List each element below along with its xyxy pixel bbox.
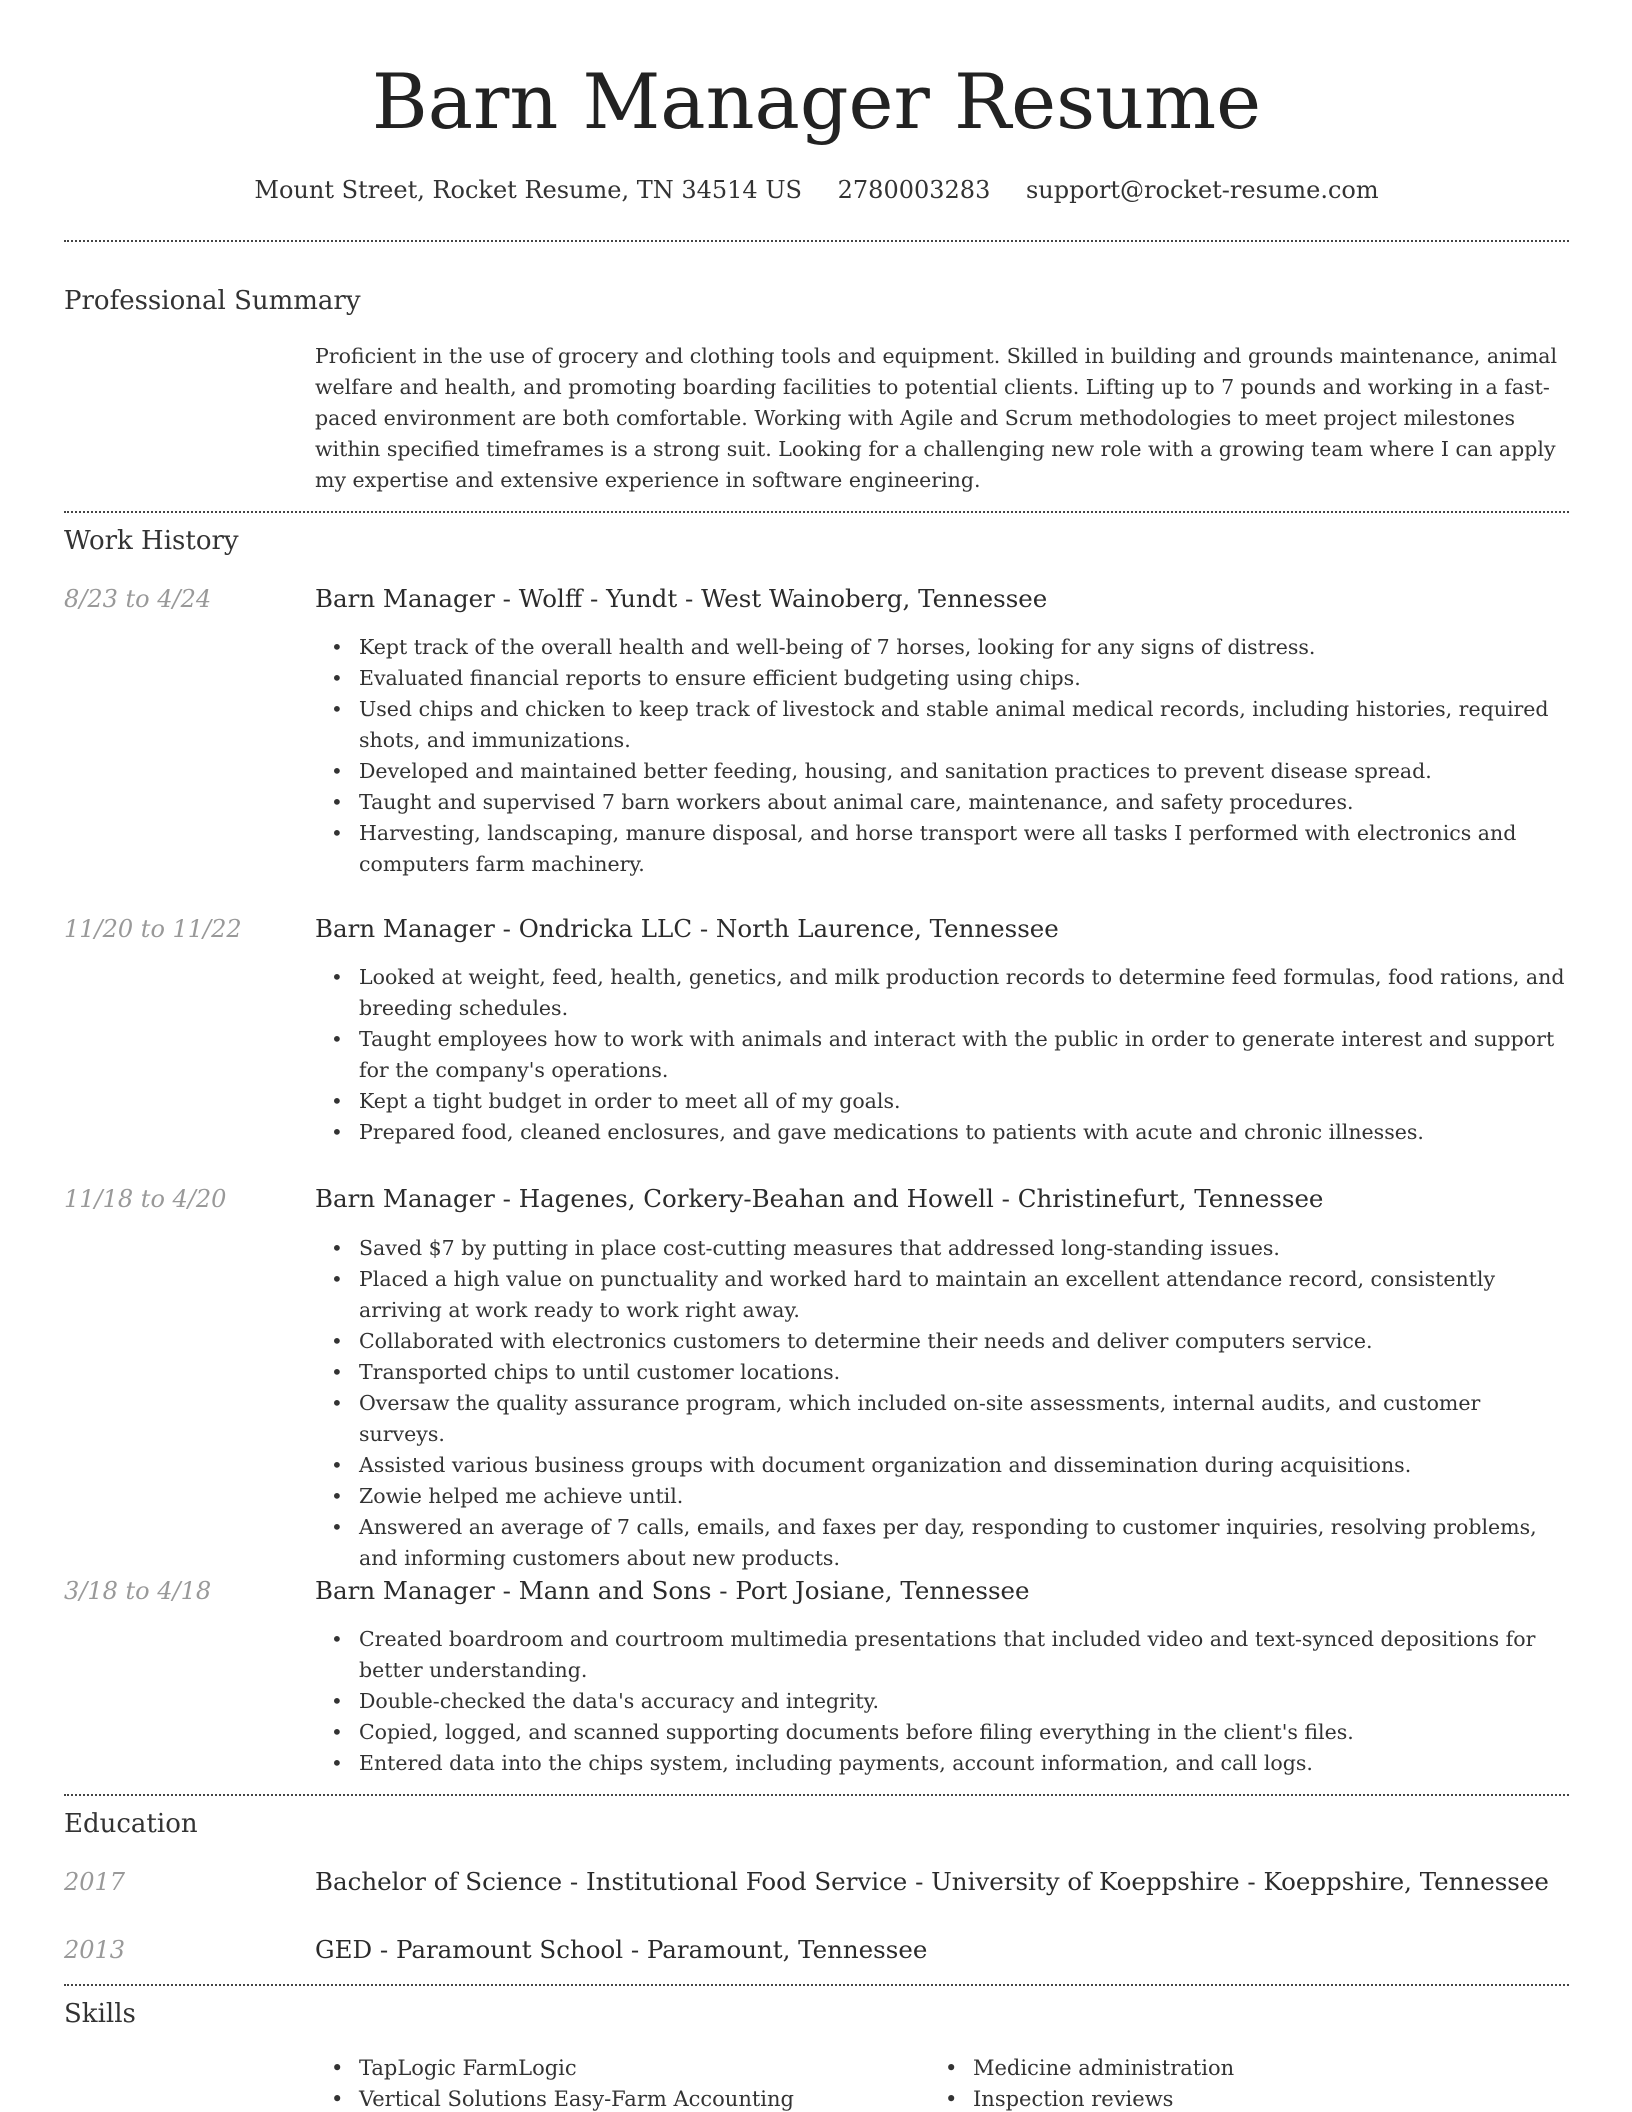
job-bullet: • Evaluated financial reports to ensure efficient budgeting using chips. [315, 663, 1569, 694]
job-date: 11/18 to 4/20 [64, 1185, 227, 1213]
job-bullet: • Transported chips to until customer locations. [315, 1357, 1569, 1388]
education-title: GED - Paramount School - Paramount, Tennessee [315, 1935, 928, 1964]
section-divider [64, 1794, 1569, 1796]
job-bullet: • Taught employees how to work with animals and interact with the public in order to generate interest and support for the company's operations. [315, 1024, 1569, 1086]
skills-list-left [315, 2053, 915, 2112]
contact-phone: 2780003283 [837, 176, 991, 204]
skill-item: • Medicine administration [929, 2053, 1529, 2084]
job-bullet: • Kept a tight budget in order to meet all of my goals. [315, 1086, 1569, 1117]
summary-text: Proficient in the use of grocery and clothing tools and equipment. Skilled in building and grounds maintenance, animal welfare and health, and promoting boarding facilities to potential clients. Lifting up to 7 pounds and working in a fast-paced environment are both comfortable. Working with Agile and Scrum methodologies to meet project milestones within specified timeframes is a strong suit. Looking for a challenging new role with a growing team where I can apply my expertise and extensive experience in software engineering. [315, 344, 1558, 492]
job-bullet: • Used chips and chicken to keep track of livestock and stable animal medical records, including histories, required shots, and immunizations. [315, 694, 1569, 756]
job-title: Barn Manager - Wolff - Yundt - West Wainoberg, Tennessee [315, 584, 1048, 613]
job-bullet: • Copied, logged, and scanned supporting documents before filing everything in the client's files. [315, 1717, 1569, 1748]
job-date: 11/20 to 11/22 [64, 915, 242, 943]
job-bullet: • Harvesting, landscaping, manure disposal, and horse transport were all tasks I performed with electronics and computers farm machinery. [315, 818, 1569, 880]
resume-title: Barn Manager Resume [371, 57, 1262, 146]
job-title: Barn Manager - Hagenes, Corkery-Beahan and Howell - Christinefurt, Tennessee [315, 1184, 1324, 1213]
job-bullet: • Developed and maintained better feeding, housing, and sanitation practices to prevent disease spread. [315, 756, 1569, 787]
section-title-summary: Professional Summary [64, 286, 361, 316]
section-divider [64, 511, 1569, 513]
section-divider [64, 1984, 1569, 1986]
job-bullets [315, 632, 1569, 880]
job-bullet: • Oversaw the quality assurance program, which included on-site assessments, internal audits, and customer surveys. [315, 1388, 1569, 1450]
section-title-education: Education [64, 1809, 198, 1839]
job-bullet: • Created boardroom and courtroom multimedia presentations that included video and text-synced depositions for better understanding. [315, 1624, 1569, 1686]
contact-address: Mount Street, Rocket Resume, TN 34514 US [254, 176, 802, 204]
job-bullet: • Looked at weight, feed, health, genetics, and milk production records to determine feed formulas, food rations, and breeding schedules. [315, 962, 1569, 1024]
contact-email: support@rocket-resume.com [1025, 176, 1379, 204]
job-bullet: • Prepared food, cleaned enclosures, and gave medications to patients with acute and chronic illnesses. [315, 1117, 1569, 1148]
job-date: 3/18 to 4/18 [64, 1577, 212, 1605]
resume-page [64, 0, 1569, 2112]
job-bullet: • Kept track of the overall health and well-being of 7 horses, looking for any signs of distress. [315, 632, 1569, 663]
education-date: 2013 [64, 1936, 126, 1964]
skills-list-right [929, 2053, 1529, 2112]
section-title-work: Work History [64, 526, 239, 556]
skill-item: • Inspection reviews [929, 2084, 1529, 2112]
education-date: 2017 [64, 1868, 126, 1896]
job-bullet: • Collaborated with electronics customers to determine their needs and deliver computers service. [315, 1326, 1569, 1357]
job-bullets [315, 1233, 1569, 1574]
job-bullet: • Double-checked the data's accuracy and integrity. [315, 1686, 1569, 1717]
skill-item: • Vertical Solutions Easy-Farm Accounting [315, 2084, 915, 2112]
contact-line [64, 170, 1569, 210]
job-bullet: • Zowie helped me achieve until. [315, 1481, 1569, 1512]
job-bullet: • Saved $7 by putting in place cost-cutting measures that addressed long-standing issues. [315, 1233, 1569, 1264]
job-date: 8/23 to 4/24 [64, 585, 212, 613]
job-bullet: • Assisted various business groups with document organization and dissemination during acquisitions. [315, 1450, 1569, 1481]
section-divider [64, 240, 1569, 242]
job-bullet: • Taught and supervised 7 barn workers about animal care, maintenance, and safety procedures. [315, 787, 1569, 818]
job-title: Barn Manager - Ondricka LLC - North Laurence, Tennessee [315, 914, 1059, 943]
job-bullet: • Entered data into the chips system, including payments, account information, and call logs. [315, 1748, 1569, 1779]
job-bullet: • Answered an average of 7 calls, emails, and faxes per day, responding to customer inquiries, resolving problems, and informing customers about new products. [315, 1512, 1569, 1574]
job-bullet: • Placed a high value on punctuality and worked hard to maintain an excellent attendance record, consistently arriving at work ready to work right away. [315, 1264, 1569, 1326]
education-title: Bachelor of Science - Institutional Food Service - University of Koeppshire - Koeppshire, Tennessee [315, 1867, 1549, 1896]
skill-item: • TapLogic FarmLogic [315, 2053, 915, 2084]
job-title: Barn Manager - Mann and Sons - Port Josiane, Tennessee [315, 1576, 1030, 1605]
job-bullets [315, 1624, 1569, 1779]
job-bullets [315, 962, 1569, 1148]
section-title-skills: Skills [64, 1999, 136, 2029]
